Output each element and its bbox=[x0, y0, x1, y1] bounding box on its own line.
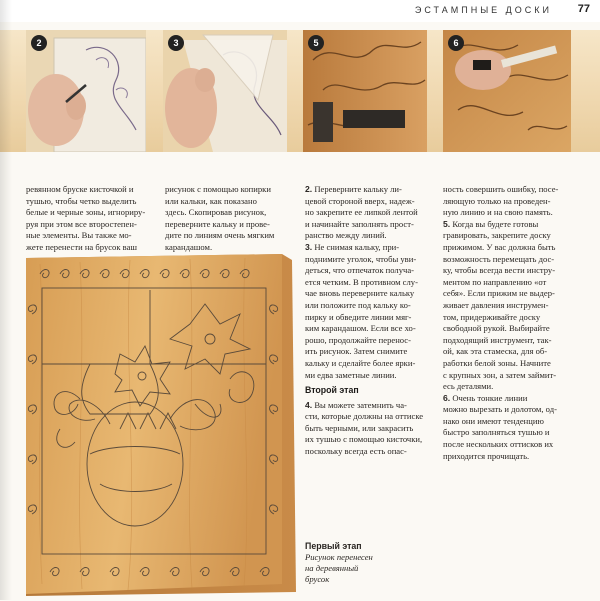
text-line: карандашом. bbox=[165, 241, 213, 252]
step-number: 3. bbox=[305, 241, 313, 252]
text-column-4 bbox=[443, 184, 573, 462]
text-line bbox=[305, 288, 435, 300]
step-photo-2 bbox=[26, 30, 146, 152]
text-span: рошо, продолжайте перенос- bbox=[305, 334, 411, 345]
step-number: 2. bbox=[305, 184, 313, 194]
text-span: ность совершить ошибку, посе- bbox=[443, 184, 559, 194]
text-span: после нескольких оттисков их bbox=[443, 439, 554, 450]
running-title: ЭСТАМПНЫЕ ДОСКИ bbox=[414, 5, 552, 15]
text-span: ми едва заметные линии. bbox=[305, 369, 397, 380]
step-photo-5 bbox=[303, 30, 427, 152]
text-span: Очень тонкие линии bbox=[452, 392, 528, 403]
text-line bbox=[305, 335, 435, 347]
text-line bbox=[305, 265, 435, 277]
text-column-3 bbox=[305, 184, 435, 458]
text-line bbox=[443, 335, 573, 347]
text-span: Не снимая кальку, при- bbox=[314, 241, 400, 252]
illustration-caption bbox=[305, 541, 425, 585]
step-number: 6. bbox=[443, 392, 451, 403]
text-span: Переверните кальку ли- bbox=[314, 184, 402, 194]
step-photo-6 bbox=[443, 30, 571, 152]
text-span: нако они имеют тенденцию bbox=[443, 415, 544, 426]
text-line bbox=[305, 207, 435, 219]
text-line bbox=[305, 254, 435, 266]
text-line: ревянном бруске кисточкой и bbox=[26, 184, 134, 194]
text-span: можно вырезать и долотом, од- bbox=[443, 404, 557, 415]
text-line bbox=[443, 184, 573, 196]
text-span: их тушью с помощью кисточки, bbox=[305, 434, 423, 445]
text-line bbox=[443, 288, 573, 300]
text-line bbox=[305, 230, 435, 242]
text-span: ранство между линий. bbox=[305, 230, 387, 241]
step-badge: 5 bbox=[308, 35, 324, 51]
step-number: 5. bbox=[443, 218, 451, 229]
text-span: себя». Если прижим не выдер- bbox=[443, 288, 555, 299]
text-column-2 bbox=[165, 184, 293, 254]
text-line: рисунок с помощью копирки bbox=[165, 184, 271, 194]
text-span: быть черными, или закрасить bbox=[305, 422, 414, 433]
text-span: подходящий инструмент, так- bbox=[443, 334, 552, 345]
text-line bbox=[443, 323, 573, 335]
text-span: Когда вы будете готовы bbox=[452, 218, 539, 229]
text-line bbox=[443, 207, 573, 219]
text-span: пирку и обведите линии мяг- bbox=[305, 311, 412, 322]
text-line bbox=[443, 265, 573, 277]
carved-board-illustration bbox=[20, 254, 298, 596]
text-line bbox=[443, 451, 573, 463]
text-span: сти, которые должны на оттиске bbox=[305, 411, 424, 422]
text-line bbox=[443, 346, 573, 358]
text-span: с крупных зон, а затем займит- bbox=[443, 369, 557, 380]
caption-line: брусок bbox=[305, 574, 330, 584]
text-span: прижимом. У вас должна быть bbox=[443, 241, 556, 252]
text-span: деться, что отпечаток получа- bbox=[305, 265, 415, 276]
text-line bbox=[305, 277, 435, 289]
text-line bbox=[443, 393, 573, 405]
text-span: ется четким. В противном слу- bbox=[305, 276, 418, 287]
text-line bbox=[305, 196, 435, 208]
text-span: свободной рукой. Выбирайте bbox=[443, 323, 550, 334]
text-span: ную линию и на свою память. bbox=[443, 207, 553, 218]
text-span: ляющую только на проведен- bbox=[443, 195, 551, 206]
text-line bbox=[305, 411, 435, 423]
text-line bbox=[443, 381, 573, 393]
text-line bbox=[305, 370, 435, 382]
text-span: есь деталями. bbox=[443, 381, 494, 392]
step-photo-3 bbox=[163, 30, 287, 152]
text-span: Вы можете затемнить ча- bbox=[314, 399, 407, 410]
text-line bbox=[443, 230, 573, 242]
text-line: здесь. Скопировав рисунок, bbox=[165, 207, 267, 218]
text-span: ментом по направлению «от bbox=[443, 276, 547, 287]
text-line bbox=[305, 358, 435, 370]
step-badge: 6 bbox=[448, 35, 464, 51]
text-line bbox=[443, 196, 573, 208]
page-header bbox=[0, 0, 600, 22]
text-line: переверните кальку и прове- bbox=[165, 218, 270, 229]
text-span: поскольку всегда есть опас- bbox=[305, 446, 407, 457]
text-line: или кальки, как показано bbox=[165, 195, 257, 206]
text-line bbox=[443, 427, 573, 439]
text-line bbox=[443, 358, 573, 370]
text-span: ку, чтобы всегда вести инстру- bbox=[443, 265, 556, 276]
text-line bbox=[305, 184, 435, 196]
text-span: чае вновь переверните кальку bbox=[305, 288, 415, 299]
text-span: кальку и сделайте более ярки- bbox=[305, 357, 416, 368]
step-badge: 3 bbox=[168, 35, 184, 51]
text-line bbox=[305, 300, 435, 312]
caption-title: Первый этап bbox=[305, 541, 362, 551]
text-span: ой, как эта стамеска, для об- bbox=[443, 346, 548, 357]
text-line bbox=[305, 242, 435, 254]
text-column-1 bbox=[26, 184, 154, 254]
text-line bbox=[443, 416, 573, 428]
text-line bbox=[443, 404, 573, 416]
text-span: возможность перемещать дос- bbox=[443, 253, 555, 264]
text-span: и начинайте заполнять прост- bbox=[305, 218, 414, 229]
text-line bbox=[443, 219, 573, 231]
text-line bbox=[443, 254, 573, 266]
text-line bbox=[305, 312, 435, 324]
text-line: дите по линиям очень мягким bbox=[165, 230, 275, 241]
text-span: гравировать, закрепите доску bbox=[443, 230, 551, 241]
text-line bbox=[305, 400, 435, 412]
text-line: ные элементы. Вы также мо- bbox=[26, 230, 132, 241]
text-span: живает давления инструмен- bbox=[443, 299, 549, 310]
text-span: быстро заполняться тушью и bbox=[443, 427, 550, 438]
text-line bbox=[305, 346, 435, 358]
step-number: 4. bbox=[305, 399, 313, 410]
page-gutter-shadow bbox=[0, 0, 12, 600]
text-line: руя при этом все второстепен- bbox=[26, 218, 137, 229]
text-line: жете перенести на брусок ваш bbox=[26, 241, 138, 252]
text-line: белые и черные зоны, игнориру- bbox=[26, 207, 146, 218]
text-line: тушью, чтобы четко выделить bbox=[26, 195, 137, 206]
text-line bbox=[305, 446, 435, 458]
text-line bbox=[305, 219, 435, 231]
text-span: поднимите уголок, чтобы уви- bbox=[305, 253, 417, 264]
text-line bbox=[305, 423, 435, 435]
caption-line: Рисунок перенесен bbox=[305, 552, 373, 562]
caption-line: на деревянный bbox=[305, 563, 359, 573]
text-line bbox=[443, 370, 573, 382]
text-line bbox=[443, 300, 573, 312]
text-span: ить рисунок. Затем снимите bbox=[305, 346, 408, 357]
text-span: цевой стороной вверх, надеж- bbox=[305, 195, 415, 206]
text-line bbox=[443, 439, 573, 451]
text-span: но закрепите ее липкой лентой bbox=[305, 207, 418, 218]
text-span: приходится прочищать. bbox=[443, 450, 530, 461]
text-line bbox=[443, 312, 573, 324]
text-span: ким карандашом. Если все хо- bbox=[305, 323, 416, 334]
text-span: работки белой зоны. Начните bbox=[443, 357, 551, 368]
text-line bbox=[305, 434, 435, 446]
text-span: или положите под кальку ко- bbox=[305, 299, 411, 310]
section-subheading: Второй этап bbox=[305, 385, 359, 396]
text-span: том, придерживайте доску bbox=[443, 311, 541, 322]
text-line bbox=[443, 242, 573, 254]
step-badge: 2 bbox=[31, 35, 47, 51]
text-line bbox=[443, 277, 573, 289]
text-line bbox=[305, 323, 435, 335]
page-number: 77 bbox=[577, 3, 590, 15]
